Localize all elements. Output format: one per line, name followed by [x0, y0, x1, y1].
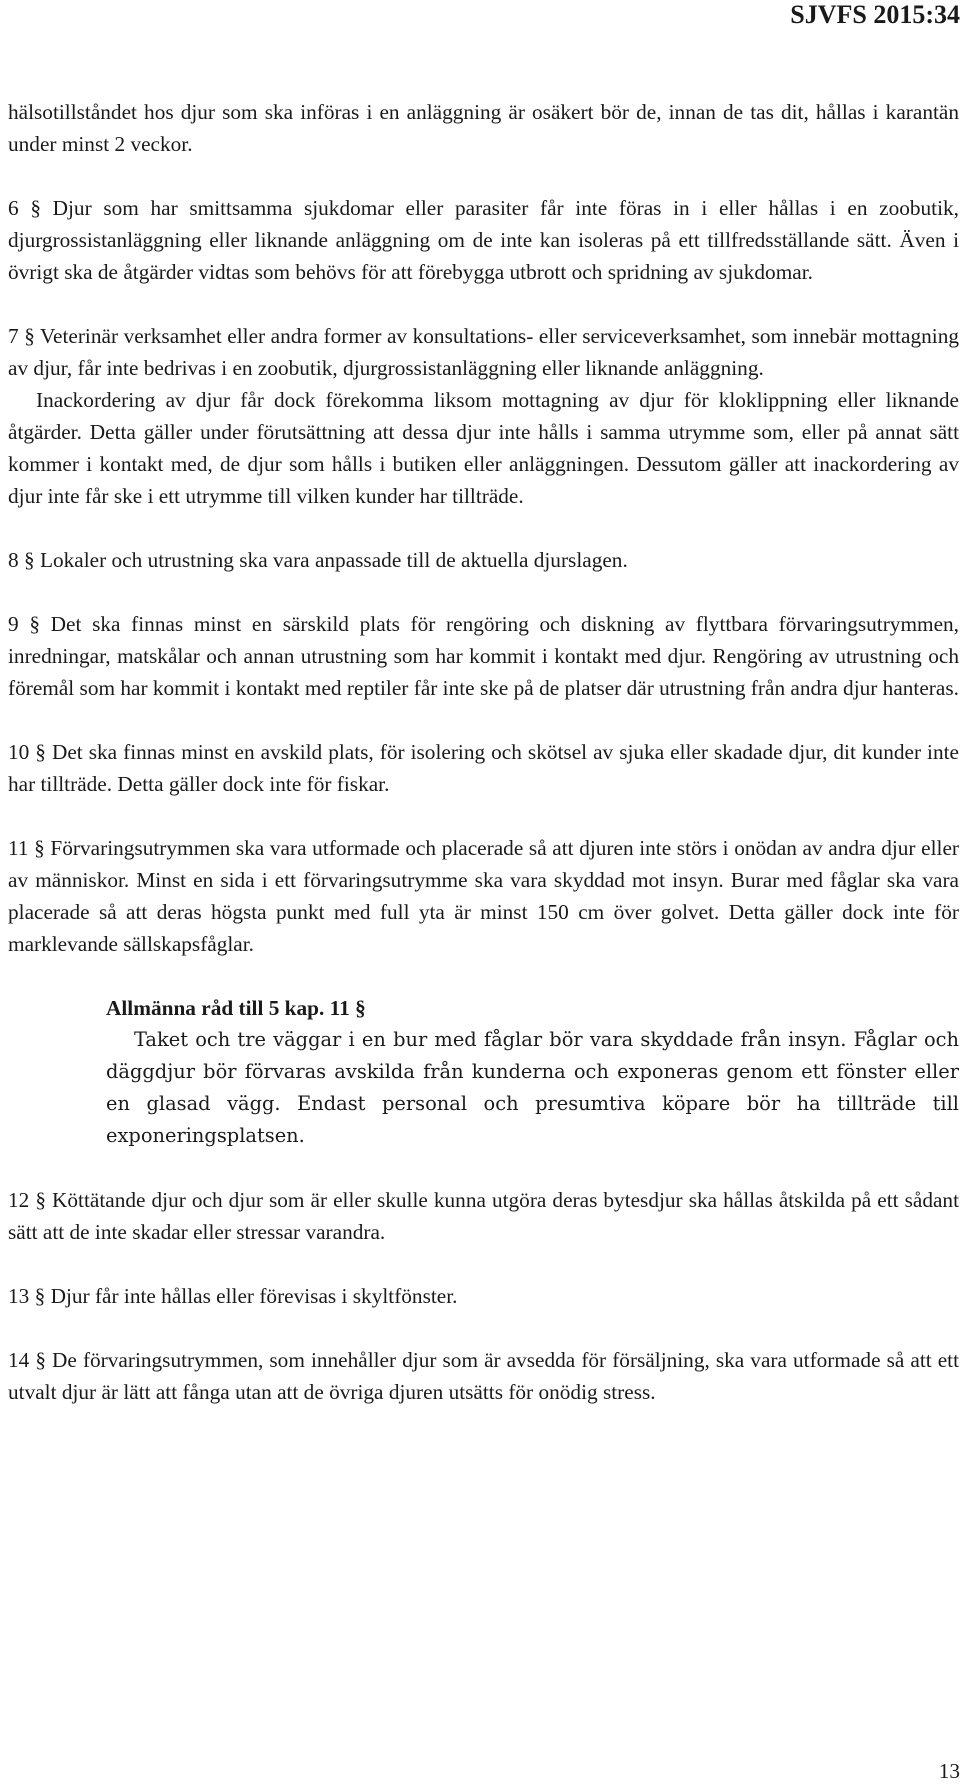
paragraph-section-12: [8, 1184, 959, 1248]
document-body: [8, 96, 959, 1440]
paragraph-text: 11 § Förvaringsutrymmen ska vara utformade och placerade så att djuren inte störs i onödan av andra djur eller av människor. Minst en sida i ett förvaringsutrymme ska vara skyddad mot insyn. Burar med fåglar ska vara placerade så att deras högsta punkt med full yta är minst 150 cm över golvet. Detta gäller dock inte för marklevande sällskapsfåglar.: [8, 836, 959, 956]
paragraph-text: 9 § Det ska finnas minst en särskild plats för rengöring och diskning av flyttbara förvaringsutrymmen, inredningar, matskålar och annan utrustning som har kommit i kontakt med djur. Rengöring av utrustning och föremål som har kommit i kontakt med reptiler får inte ske på de platser där utrustning från andra djur hanteras.: [8, 612, 959, 700]
paragraph-section-9: [8, 608, 959, 704]
paragraph-section-7: [8, 320, 959, 512]
paragraph-text: hälsotillståndet hos djur som ska införas i en anläggning är osäkert bör de, innan de tas dit, hållas i karantän under minst 2 veckor.: [8, 100, 959, 156]
paragraph-section-14: [8, 1344, 959, 1408]
general-advice-block: [8, 992, 959, 1152]
paragraph-text: 12 § Köttätande djur och djur som är eller skulle kunna utgöra deras bytesdjur ska hållas åtskilda på ett sådant sätt att de inte skadar eller stressar varandra.: [8, 1188, 959, 1244]
document-code-header: SJVFS 2015:34: [790, 0, 960, 29]
paragraph-text: 7 § Veterinär verksamhet eller andra former av konsultations- eller serviceverksamhet, som innebär mottagning av djur, får inte bedrivas i en zoobutik, djurgrossistanläggning eller liknande anläggning.: [8, 324, 959, 380]
paragraph-text-continued: Inackordering av djur får dock förekomma liksom mottagning av djur för kloklippning eller liknande åtgärder. Detta gäller under förutsättning att dessa djur inte hålls i samma utrymme som, eller på annat sätt kommer i kontakt med, de djur som hålls i butiken eller anläggningen. Dessutom gäller att inackordering av djur inte får ske i ett utrymme till vilken kunder har tillträde.: [8, 388, 959, 508]
paragraph-section-13: [8, 1280, 959, 1312]
paragraph-text: 14 § De förvaringsutrymmen, som innehåller djur som är avsedda för försäljning, ska vara utformade så att ett utvalt djur är lätt att fånga utan att de övriga djuren utsätts för onödig stress.: [8, 1348, 959, 1404]
paragraph-text: 10 § Det ska finnas minst en avskild plats, för isolering och skötsel av sjuka eller skadade djur, dit kunder inte har tillträde. Detta gäller dock inte för fiskar.: [8, 740, 959, 796]
paragraph-section-11: [8, 832, 959, 960]
paragraph-text: 13 § Djur får inte hållas eller förevisas i skyltfönster.: [8, 1284, 458, 1308]
paragraph-section-6: [8, 192, 959, 288]
general-advice-heading: Allmänna råd till 5 kap. 11 §: [106, 996, 366, 1020]
paragraph-intro: [8, 96, 959, 160]
paragraph-text: 8 § Lokaler och utrustning ska vara anpassade till de aktuella djurslagen.: [8, 548, 628, 572]
paragraph-text: 6 § Djur som har smittsamma sjukdomar eller parasiter får inte föras in i eller hållas i en zoobutik, djurgrossistanläggning eller liknande anläggning om de inte kan isoleras på ett tillfredsställande sätt. Även i övrigt ska de åtgärder vidtas som behövs för att förebygga utbrott och spridning av sjukdomar.: [8, 196, 959, 284]
paragraph-section-10: [8, 736, 959, 800]
general-advice-text: Taket och tre väggar i en bur med fåglar bör vara skyddade från insyn. Fåglar och däggdjur bör förvaras avskilda från kunderna och exponeras genom ett fönster eller en glasad vägg. Endast personal och presumtiva köpare bör ha tillträde till exponeringsplatsen.: [106, 1028, 959, 1147]
page-number: 13: [938, 1759, 960, 1783]
paragraph-section-8: [8, 544, 959, 576]
